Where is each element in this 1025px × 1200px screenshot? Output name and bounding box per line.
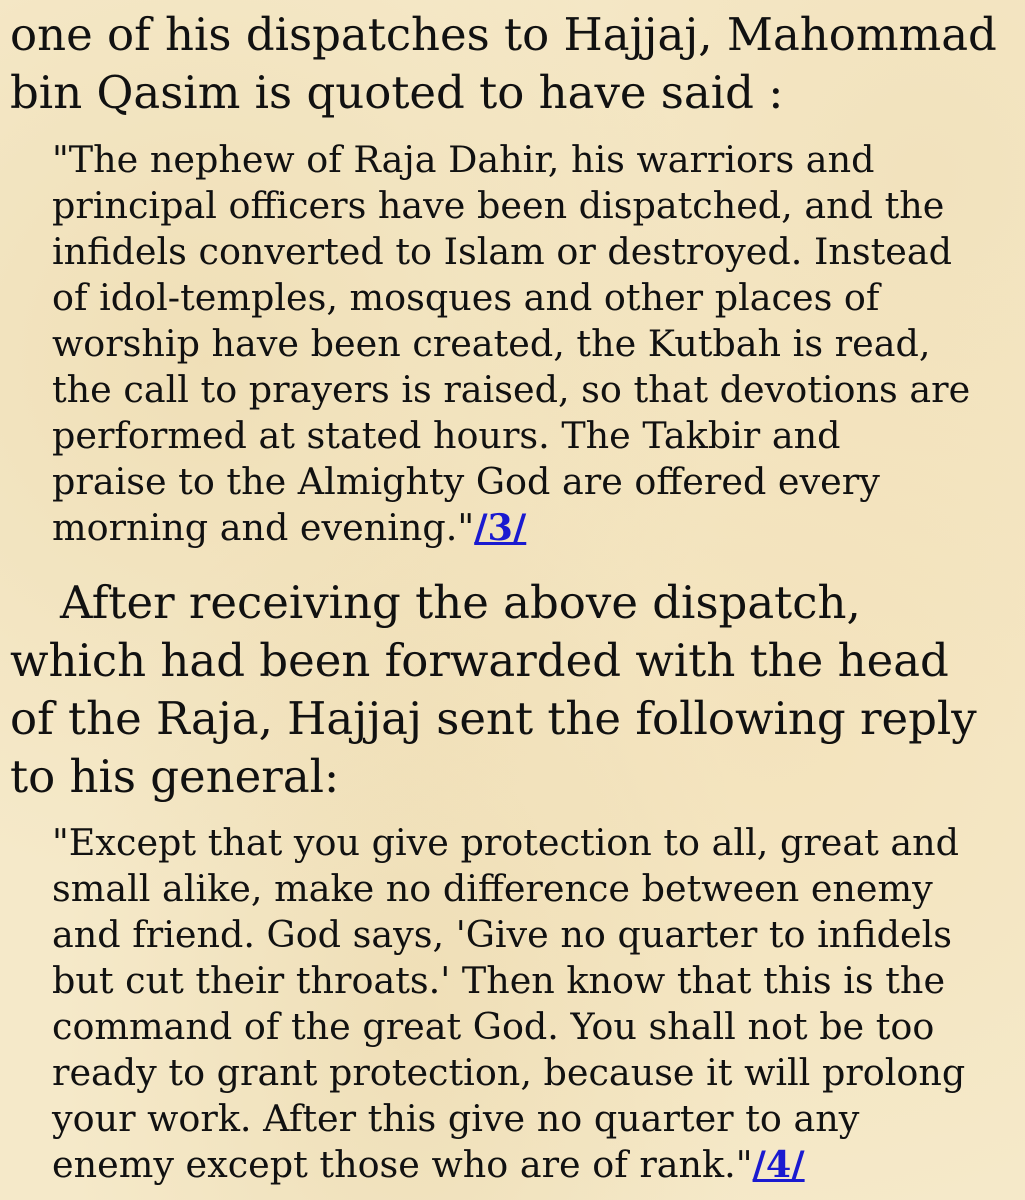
quote1-line-6: the call to prayers is raised, so that devotions are [52, 368, 971, 411]
intro-line-2: bin Qasim is quoted to have said : [10, 66, 784, 119]
quote1-line-4: of idol-temples, mosques and other places of [52, 276, 880, 319]
quote1-line-8: praise to the Almighty God are offered every [52, 460, 880, 503]
quote1-line-9 [52, 505, 526, 551]
quote1-line-9-text: morning and evening." [52, 506, 475, 549]
quote2-line-4: but cut their throats.' Then know that this is the [52, 959, 946, 1002]
intro-line-1: one of his dispatches to Hajjaj, Mahommad [10, 8, 997, 61]
quote1-line-3: infidels converted to Islam or destroyed. Instead [52, 230, 953, 273]
quote2-line-7: your work. After this give no quarter to any [52, 1097, 860, 1140]
footnote-4-link[interactable]: /4/ [752, 1143, 805, 1186]
quote2-line-3: and friend. God says, 'Give no quarter to infidels [52, 913, 953, 956]
reply-line-4: to his general: [10, 750, 340, 803]
footnote-3-link[interactable]: /3/ [474, 506, 527, 549]
reply-line-3: of the Raja, Hajjaj sent the following reply [10, 692, 977, 745]
reply-line-2: which had been forwarded with the head [10, 634, 949, 687]
quote2-line-2: small alike, make no difference between enemy [52, 867, 933, 910]
quote2-line-8-text: enemy except those who are of rank." [52, 1143, 753, 1186]
quote2-line-1: "Except that you give protection to all, great and [52, 821, 960, 864]
quote2-line-8 [52, 1142, 805, 1188]
quote1-line-5: worship have been created, the Kutbah is read, [52, 322, 931, 365]
quote1-line-7: performed at stated hours. The Takbir and [52, 414, 841, 457]
quote1-line-1: "The nephew of Raja Dahir, his warriors and [52, 138, 875, 181]
quote1-line-2: principal officers have been dispatched, and the [52, 184, 945, 227]
quote2-line-6: ready to grant protection, because it will prolong [52, 1051, 966, 1094]
quote2-line-5: command of the great God. You shall not be too [52, 1005, 935, 1048]
reply-line-1: After receiving the above dispatch, [60, 576, 861, 629]
